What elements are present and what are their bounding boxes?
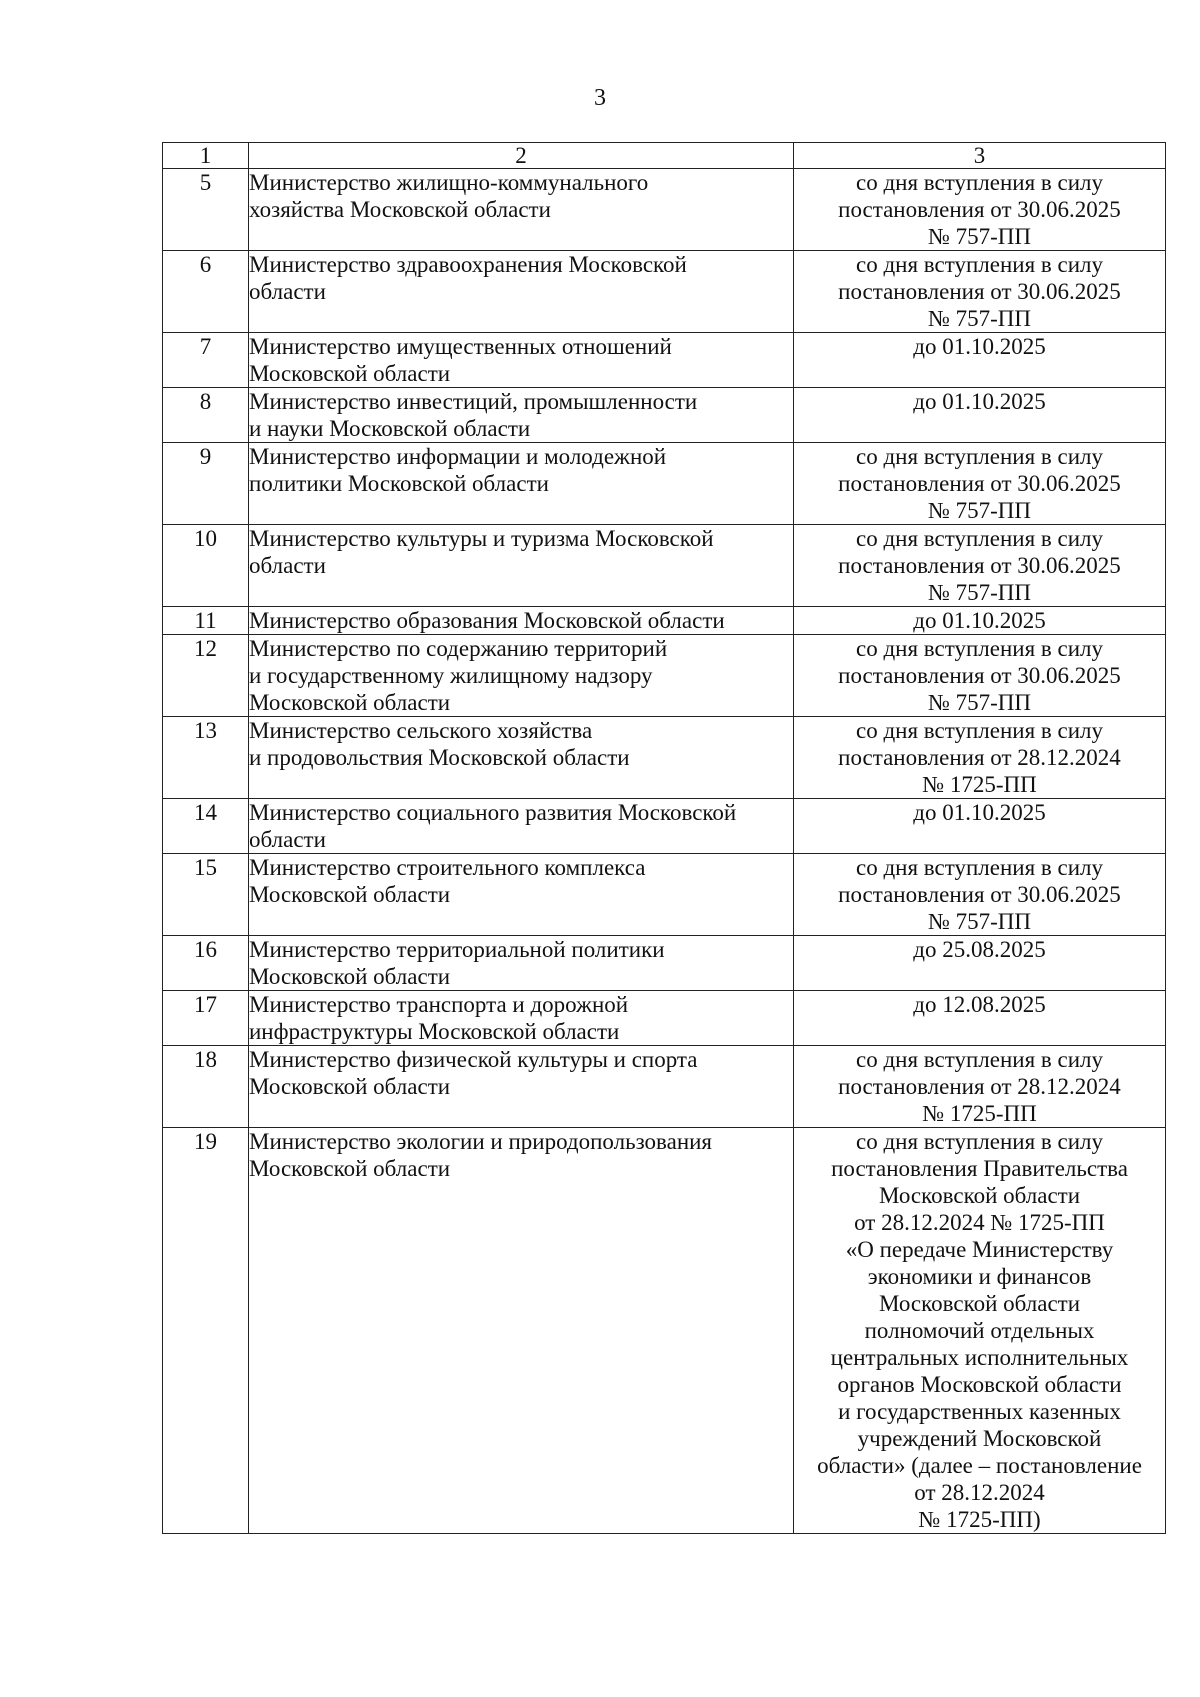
term-line: экономики и финансов [867, 1264, 1092, 1289]
term-cell [794, 1046, 1166, 1128]
term-cell [794, 854, 1166, 936]
ministry-name-line: Министерство строительного комплекса [249, 855, 646, 880]
ministry-name-cell [249, 388, 794, 443]
term-line: со дня вступления в силу [855, 526, 1104, 551]
table-header-row [163, 143, 1166, 169]
term-line: № 1725-ПП [922, 1101, 1037, 1126]
term-cell [794, 443, 1166, 525]
term-line: постановления от 28.12.2024 [838, 745, 1121, 770]
row-number: 18 [163, 1046, 249, 1128]
ministry-name-cell [249, 854, 794, 936]
ministry-name-line: инфраструктуры Московской области [249, 1019, 620, 1044]
ministry-name-line: Министерство сельского хозяйства [249, 718, 593, 743]
table-row [163, 936, 1166, 991]
term-cell [794, 388, 1166, 443]
term-line: учреждений Московской [857, 1426, 1102, 1451]
ministry-name-cell [249, 251, 794, 333]
table-row [163, 251, 1166, 333]
row-number: 12 [163, 635, 249, 717]
table-row [163, 607, 1166, 635]
ministry-name-cell [249, 525, 794, 607]
table-row [163, 388, 1166, 443]
ministry-name-cell [249, 169, 794, 251]
term-line: со дня вступления в силу [855, 855, 1104, 880]
term-line: постановления от 30.06.2025 [838, 553, 1121, 578]
ministry-name-cell [249, 717, 794, 799]
term-cell [794, 333, 1166, 388]
term-line: до 01.10.2025 [913, 389, 1046, 414]
term-line: центральных исполнительных [830, 1345, 1129, 1370]
term-line: со дня вступления в силу [855, 1129, 1104, 1154]
row-number: 15 [163, 854, 249, 936]
ministry-name-cell [249, 1046, 794, 1128]
row-number: 19 [163, 1128, 249, 1534]
ministry-name-cell [249, 991, 794, 1046]
ministry-name-cell [249, 635, 794, 717]
ministry-name-line: Министерство территориальной политики [249, 937, 665, 962]
ministry-name-cell [249, 333, 794, 388]
term-line: до 12.08.2025 [913, 992, 1046, 1017]
row-number: 6 [163, 251, 249, 333]
term-cell [794, 251, 1166, 333]
term-cell [794, 936, 1166, 991]
table-row [163, 635, 1166, 717]
ministry-name-line: Министерство образования Московской области [249, 608, 725, 633]
term-line: постановления от 30.06.2025 [838, 882, 1121, 907]
term-line: «О передаче Министерству [845, 1237, 1114, 1262]
term-line: полномочий отдельных [864, 1318, 1095, 1343]
row-number: 8 [163, 388, 249, 443]
term-line: Московской области [878, 1183, 1081, 1208]
table-row [163, 1046, 1166, 1128]
term-line: постановления Правительства [831, 1156, 1128, 1181]
term-line: постановления от 30.06.2025 [838, 663, 1121, 688]
ministry-name-line: Московской области [249, 964, 451, 989]
term-line: и государственных казенных [838, 1399, 1121, 1424]
term-line: № 757-ПП [927, 498, 1032, 523]
ministry-name-line: Министерство транспорта и дорожной [249, 992, 629, 1017]
header-col-1: 1 [163, 143, 249, 169]
table-row [163, 991, 1166, 1046]
row-number: 7 [163, 333, 249, 388]
row-number: 16 [163, 936, 249, 991]
row-number: 11 [163, 607, 249, 635]
term-cell [794, 525, 1166, 607]
row-number: 14 [163, 799, 249, 854]
ministry-name-line: области [249, 279, 326, 304]
ministry-name-line: Министерство здравоохранения Московской [249, 252, 687, 277]
page-number: 3 [594, 85, 606, 111]
row-number: 13 [163, 717, 249, 799]
term-line: № 757-ПП [927, 909, 1032, 934]
table-row [163, 717, 1166, 799]
term-line: от 28.12.2024 [914, 1480, 1045, 1505]
ministry-name-line: Московской области [249, 1156, 451, 1181]
ministry-name-line: и продовольствия Московской области [249, 745, 630, 770]
term-line: со дня вступления в силу [855, 252, 1104, 277]
table-row [163, 169, 1166, 251]
term-line: со дня вступления в силу [855, 170, 1104, 195]
ministry-name-line: области [249, 553, 326, 578]
term-line: со дня вступления в силу [855, 1047, 1104, 1072]
row-number: 17 [163, 991, 249, 1046]
term-cell [794, 607, 1166, 635]
header-col-2: 2 [249, 143, 794, 169]
ministry-name-line: политики Московской области [249, 471, 549, 496]
ministry-name-line: области [249, 827, 326, 852]
term-line: со дня вступления в силу [855, 718, 1104, 743]
ministries-table [162, 142, 1166, 1534]
term-line: области» (далее – постановление [817, 1453, 1142, 1478]
ministry-name-cell [249, 1128, 794, 1534]
table-row [163, 854, 1166, 936]
term-line: до 01.10.2025 [913, 608, 1046, 633]
ministry-name-line: Министерство по содержанию территорий [249, 636, 668, 661]
term-line: № 1725-ПП) [918, 1507, 1041, 1532]
ministry-name-cell [249, 799, 794, 854]
term-line: № 1725-ПП [922, 772, 1037, 797]
term-line: до 25.08.2025 [913, 937, 1046, 962]
ministry-name-line: Министерство инвестиций, промышленности [249, 389, 698, 414]
term-line: № 757-ПП [927, 690, 1032, 715]
term-line: № 757-ПП [927, 580, 1032, 605]
row-number: 5 [163, 169, 249, 251]
ministry-name-line: Министерство имущественных отношений [249, 334, 672, 359]
ministry-name-cell [249, 607, 794, 635]
table-row [163, 525, 1166, 607]
term-line: постановления от 30.06.2025 [838, 279, 1121, 304]
term-line: № 757-ПП [927, 306, 1032, 331]
term-line: постановления от 30.06.2025 [838, 471, 1121, 496]
term-cell [794, 799, 1166, 854]
ministry-name-line: Министерство культуры и туризма Московской [249, 526, 714, 551]
term-cell [794, 169, 1166, 251]
row-number: 9 [163, 443, 249, 525]
term-line: со дня вступления в силу [855, 636, 1104, 661]
term-cell [794, 1128, 1166, 1534]
table-row [163, 799, 1166, 854]
ministry-name-line: Министерство физической культуры и спорта [249, 1047, 698, 1072]
ministry-name-line: хозяйства Московской области [249, 197, 551, 222]
term-line: Московской области [878, 1291, 1081, 1316]
ministry-name-line: Министерство информации и молодежной [249, 444, 667, 469]
term-cell [794, 991, 1166, 1046]
term-cell [794, 717, 1166, 799]
table-row [163, 333, 1166, 388]
ministry-name-line: Министерство жилищно-коммунального [249, 170, 649, 195]
table-row [163, 443, 1166, 525]
term-line: постановления от 28.12.2024 [838, 1074, 1121, 1099]
row-number: 10 [163, 525, 249, 607]
ministry-name-cell [249, 443, 794, 525]
ministry-name-line: Московской области [249, 1074, 451, 1099]
term-line: до 01.10.2025 [913, 334, 1046, 359]
term-cell [794, 635, 1166, 717]
ministry-name-line: Министерство социального развития Московской [249, 800, 737, 825]
ministry-name-line: Московской области [249, 690, 451, 715]
term-line: органов Московской области [837, 1372, 1122, 1397]
ministry-name-line: и науки Московской области [249, 416, 531, 441]
ministry-name-line: Министерство экологии и природопользования [249, 1129, 713, 1154]
term-line: постановления от 30.06.2025 [838, 197, 1121, 222]
ministry-name-line: Московской области [249, 361, 451, 386]
ministry-name-line: и государственному жилищному надзору [249, 663, 653, 688]
term-line: от 28.12.2024 № 1725-ПП [854, 1210, 1105, 1235]
table-row [163, 1128, 1166, 1534]
term-line: № 757-ПП [927, 224, 1032, 249]
header-col-3: 3 [794, 143, 1166, 169]
term-line: до 01.10.2025 [913, 800, 1046, 825]
ministry-name-cell [249, 936, 794, 991]
ministry-name-line: Московской области [249, 882, 451, 907]
term-line: со дня вступления в силу [855, 444, 1104, 469]
